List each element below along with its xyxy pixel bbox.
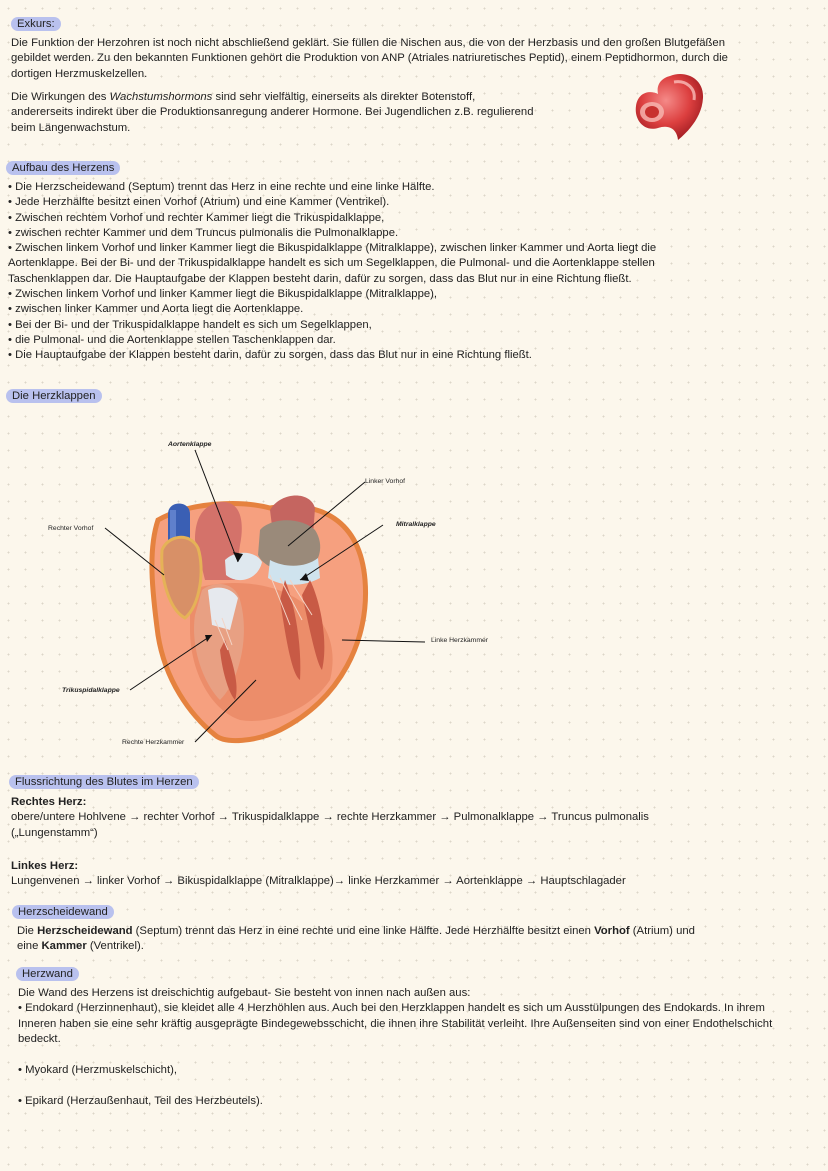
herzwand-myokard: • Myokard (Herzmuskelschicht),	[18, 1064, 178, 1077]
exkurs-text	[11, 36, 731, 82]
aufbau-line: • Die Hauptaufgabe der Klappen besteht darin, dafür zu sorgen, dass das Blut nur in eine Richtung fließt.	[8, 349, 532, 362]
aufbau-line: • zwischen linker Kammer und Aorta liegt die Aortenklappe.	[8, 303, 304, 316]
aufbau-line: • Die Herzscheidewand (Septum) trennt das Herz in eine rechte und eine linke Hälfte.	[8, 181, 435, 193]
fluss-links	[11, 859, 791, 890]
exkurs-paragraph-2: Die Wirkungen des Wachstumshormons sind sehr vielfältig, einerseits als direkter Botenstoff,	[11, 91, 476, 103]
aufbau-line: • Zwischen linkem Vorhof und linker Kammer liegt die Bikuspidalklappe (Mitralklappe), zwischen linker Kammer und Aorta liegt die	[8, 242, 657, 255]
aufbau-line: • Bei der Bi- und der Trikuspidalklappe handelt es sich um Segelklappen,	[8, 318, 372, 331]
scheidewand-heading: Herzscheidewand	[12, 905, 114, 919]
rechtes-herz-line-2: („Lungenstamm“)	[11, 826, 98, 839]
label-rechter-vorhof: Rechter Vorhof	[48, 525, 94, 532]
rechtes-herz-title: Rechtes Herz:	[11, 796, 87, 808]
herzwand-epikard: • Epikard (Herzaußenhaut, Teil des Herzbeutels).	[18, 1095, 263, 1108]
fluss-rechts	[11, 795, 791, 841]
aufbau-heading: Aufbau des Herzens	[6, 161, 120, 175]
herzwand-intro: Die Wand des Herzens ist dreischichtig aufgebaut- Sie besteht von innen nach außen aus:	[18, 987, 471, 999]
herzwand-text	[18, 986, 788, 1110]
herzklappen-heading: Die Herzklappen	[6, 389, 102, 403]
linkes-herz-line: Lungenvenen → linker Vorhof → Bikuspidalklappe (Mitralklappe)→ linke Herzkammer → Aortenklappe → Hauptschlagader	[11, 875, 626, 888]
aufbau-line: • Zwischen linkem Vorhof und linker Kammer liegt die Bikuspidalklappe (Mitralklappe),	[8, 288, 438, 301]
heart-valves-diagram	[40, 430, 520, 760]
fluss-heading: Flussrichtung des Blutes im Herzen	[9, 775, 199, 789]
linkes-herz-title: Linkes Herz:	[11, 860, 79, 872]
label-linke-herzkammer: Linke Herzkammer	[431, 637, 489, 644]
rechtes-herz-line: obere/untere Hohlvene → rechter Vorhof → Trikuspidalklappe → rechte Herzkammer → Pulmonalklappe → Truncus pulmonalis	[11, 811, 649, 824]
aufbau-line: • zwischen rechter Kammer und dem Truncus pulmonalis die Pulmonalklappe.	[8, 226, 399, 239]
herzwand-endokard: • Endokard (Herzinnenhaut), sie kleidet alle 4 Herzhöhlen aus. Auch bei den Herzklappen handelt es sich um Ausstülpungen des Endokards. In ihrem Inneren haben sie eine sehr kräftig ausgeprägte Bindegewebsschicht, die ihnen ihre Stabilität verleiht. Ihre Außenseiten sind von einer Endothelschicht bedeckt.	[18, 1002, 773, 1045]
scheidewand-text: Die Herzscheidewand (Septum) trennt das Herz in eine rechte und eine linke Hälfte. Jede Herzhälfte besitzt einen Vorhof (Atrium) und eine Kammer (Ventrikel).	[17, 925, 695, 953]
label-rechte-herzkammer: Rechte Herzkammer	[122, 739, 185, 746]
label-trikuspidalklappe: Trikuspidalklappe	[62, 687, 120, 694]
exkurs-paragraph-1: Die Funktion der Herzohren ist noch nicht abschließend geklärt. Sie füllen die Nischen aus, die von der Herzbasis und den großen Blutgefäßen gebildet werden. Zu den bekannten Funktionen gehört die Produktion von ANP (Atriales natriuretisches Peptid), einem Peptidhormon, durch die dortigen Herzmuskelzellen.	[11, 37, 728, 80]
aufbau-line: Aortenklappe. Bei der Bi- und der Trikuspidalklappe handelt es sich um Segelklappen, die Pulmonal- und die Aortenklappe stellen	[8, 257, 655, 270]
aufbau-line: • die Pulmonal- und die Aortenklappe stellen Taschenklappen dar.	[8, 333, 336, 346]
exkurs-hormone-text: Die Wirkungen des Wachstumshormons sind sehr vielfältig, einerseits als direkter Botenstoff, andererseits indirekt über die Produktionsanregung anderer Hormone. Bei Jugendlichen z.B. regulierend beim Längenwachstum.	[11, 90, 631, 136]
aufbau-line: • Jede Herzhälfte besitzt einen Vorhof (Atrium) und eine Kammer (Ventrikel).	[8, 196, 390, 209]
herzwand-heading: Herzwand	[16, 967, 79, 981]
label-aortenklappe: Aortenklappe	[168, 441, 212, 448]
label-mitralklappe: Mitralklappe	[396, 521, 436, 528]
exkurs-heading: Exkurs:	[11, 17, 61, 31]
aufbau-line: Taschenklappen dar. Die Hauptaufgabe der Klappen besteht darin, dafür zu sorgen, dass das Blut nur in eine Richtung fließt.	[8, 272, 632, 285]
aufbau-list	[8, 180, 788, 364]
label-linker-vorhof: Linker Vorhof	[365, 478, 406, 485]
heart-auricle-icon	[630, 68, 708, 144]
aufbau-line: • Zwischen rechtem Vorhof und rechter Kammer liegt die Trikuspidalklappe,	[8, 211, 385, 224]
